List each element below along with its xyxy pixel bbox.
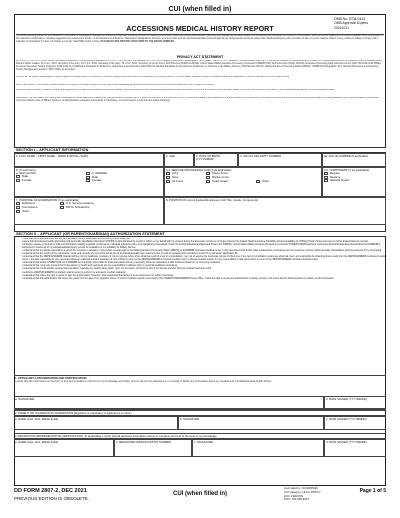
burden-caps: PLEASE DO NOT RETURN YOUR FORM TO THE ABOVE ADDRESS. [100, 41, 175, 44]
burden-statement [16, 34, 384, 47]
svc-other-label: Other: [262, 179, 270, 184]
section1-header: SECTION I – APPLICANT INFORMATION [14, 147, 386, 153]
purpose-enlistment-label: Enlistment [22, 201, 36, 206]
purpose-label: 7. PURPOSE OF EXAMINATION (X as applicable) [16, 197, 79, 202]
cui-banner-top: CUI (when filled in) [168, 6, 232, 13]
cert2-title: 2. PARENT OR GUARDIAN AUTHORIZATION (Signature is mandatory if applicant is a minor) [15, 410, 132, 415]
bullet-item: • I understand that this authorization will expire four years from the date of my signature below, or sooner if written request is received by the USMEPCOM/DoDMERB Privacy Office. I have the right to revoke this authorization in writing, except to the extent that the DoD has acted in reliance on this information. [22, 278, 388, 281]
privacy-purpose: PURPOSE: To obtain medical data for determination of medical fitness for enlistment, induction, appointment and retention for applicants for military service. The information will also be used for medical boards and separation of Service members from the Armed Forces. [16, 76, 290, 78]
sex-label: a. SEX (at birth) [16, 171, 36, 176]
page-number: Page 1 of 5 [359, 488, 386, 494]
purpose-academy-checkbox[interactable] [60, 202, 64, 205]
bullet-item: • I understand that the MEPS/DoDMERB medical staff are not my healthcare providers. If I do not receive notice of an abnormal result of a test or a consultation, I am not to assume the result was normal. Furthermore, if any test or consultation results are abnormal, then I am responsible for obtaining those results from the MEPS/DoDMERB contracted medical center. I am also responsible for any necessary follow-up evaluations and/or treatment. If I am notified to return to the MEPS/DoDMERB contracted medical center to discuss medical results, it is my responsibility to take quick action to return to the MEPS/DoDMERB contracted medical center. [22, 256, 388, 262]
comp-guard-label: National Guard [330, 178, 349, 183]
privacy-routine-uses: ROUTINE USE(S): The Routine Uses are listed in the system of records notice found at: https://www.federalregister.gov/documents/2021/04/21/2021-08286/privacy-act-of-1974-system-of-records [16, 84, 214, 86]
purpose-other-label: Other: [22, 209, 30, 214]
gender-female-checkbox[interactable] [86, 179, 90, 182]
purpose-rotc-checkbox[interactable] [60, 206, 64, 209]
cert2-name-label: a. NAME (Last, First, Middle Initial) [15, 416, 59, 421]
bullet-item: • I authorize release of medical records and information relating to grades, performance, individual education plans, and disciplinary proceedings. Under the Family Educational Rights and Privacy Act (FERPA), United States Military Entrance Processing Command (USMEPCOM)/Department of Defense Medical Examination Review Board (DoDMERB) is authorized to receive all of my educational/disciplinary records for evaluation of my suitability for Military Service. [22, 244, 388, 250]
cui-ldc: LDC: FEDCON [284, 493, 303, 498]
cert3-id-label: b. RECRUITER IDENTIFICATION NUMBER [116, 439, 172, 444]
gender-label: b. GENDER [92, 171, 108, 176]
previous-edition-note: PREVIOUS EDITION IS OBSOLETE. [14, 496, 90, 501]
sex-female-label: Female [22, 178, 32, 183]
svc-spaceforce-checkbox[interactable] [206, 172, 210, 175]
svc-army-label: Army [172, 171, 179, 176]
burden-text: The public reporting burden for this collection of information is estimated to average 10 minutes per response, including the time for reviewing instructions, searching existing data sources, gathering and maintaining the data needed, and completing and reviewing the collection of information. Send comments regarding this burden estimate or any other aspect of this collection of information, including suggestions for reducing the burden, to the Department of Defense, Washington Headquarters Services, at whs.mc-alex.esd.mbx.dd-dod-information-collections@mail.mil. Respondents should be aware that notwithstanding any other provision of law, no person shall be subject to any penalty for failing to comply with a collection of information if it does not display a currently valid OMB control number. [16, 35, 383, 44]
cui-banner-bottom: CUI (when filled in) [173, 491, 227, 497]
svc-coastguard-checkbox[interactable] [206, 180, 210, 183]
field-dodid-label: 4a. DoD ID NUMBER (If applicable) [324, 153, 369, 158]
omb-box [334, 17, 384, 30]
cert1-text: I certify that the information on this form is true and complete to the best of my knowledge and belief, and no person has advised me to conceal or falsify any information about my medical and mental/behavioral health history. [15, 380, 272, 384]
field-component [322, 167, 386, 197]
svc-airforce-checkbox[interactable] [166, 180, 170, 183]
bullet-item: • I agree that all protected health information and personally identifiable information (PHI/PII) or data disclosed by myself or others on my behalf with my consent during the accession process is no longer protected by federal Health Insurance Portability and Accountability Act (HIPAA) Privacy Rules and may be further disseminated as needed. [22, 241, 388, 244]
field-dodid[interactable] [322, 153, 386, 167]
svc-army-checkbox[interactable] [166, 172, 170, 175]
cert3-title: 3. RECRUITING REPRESENTATIVE CERTIFICATION: (If applicable) I certify that all applicant information above is complete and true to the best of my knowledge. [15, 433, 218, 438]
omb-expires: OMB Approval Expires [334, 21, 369, 26]
privacy-authority: AUTHORITY: 10 U.S.C. § 136, Under Secretary of Defense for Personnel and Readiness; 10 U.S.C. 504, Persons not qualified; 10 U.S.C. 505, Regular components: qualifications, term, grade; Title 10, U.S.C. Subtitle A, General Military Law, Part II, Personnel Chapter 31, Enlistments and Chapter 33, Original Appointments of Regular Officers in Grades Above Warrant Officer Grades; 10 U.S.C. 3013, Secretary of the Army; 10 U.S.C. 5013, Secretary of the Navy; 10 U.S.C. 8013, Secretary of the Air Force; DoD Directive (DoDD) 1145.02E, United States Military Entrance Processing Command (USMEPCOM); DoD Instruction (DoDI) 1304.02, Accession Processing Data Collection Forms; DoD 1304.12E, DoD Military Personnel Accession Testing Programs; DoDI 1304.26, Qualification Standards for Enlistment, Appointment and Induction; DoDI 6130.03, Medical Standards for Appointment, Enlistment, or Induction in the Military Services; DoD Manual 1145.02, Military Entrance Processing Station (MEPS); USMEPCOM Regulation 40-1, Medical Processing and Reporting System Management; and E.O. 9397 (SSN), as amended. [16, 60, 382, 72]
field-position[interactable] [164, 197, 386, 225]
field-ssn-label: 4. SOCIAL SECURITY NUMBER [240, 153, 282, 158]
component-label: 6.b. COMPONENT (X as applicable) [324, 167, 370, 172]
cert3-name[interactable] [14, 439, 114, 457]
cert1-title: 1. APPLICANT AUTHORIZATION AND CERTIFICATION [15, 375, 87, 380]
cert2-signature[interactable] [178, 416, 324, 430]
field-5-label: 5. (X each item) [16, 167, 36, 172]
cert2-signature-label: b. SIGNATURE [180, 416, 200, 421]
privacy-heading: PRIVACY ACT STATEMENT [176, 55, 224, 59]
sex-male-label: Male [22, 174, 29, 179]
purpose-commission-label: Commission [22, 205, 38, 210]
cui-designation-block [284, 487, 321, 502]
sex-female-checkbox[interactable] [16, 179, 20, 182]
field-purpose [14, 197, 164, 225]
svc-navy-checkbox[interactable] [166, 176, 170, 179]
cui-category: CUI Category: HLTH, PRVCY [284, 489, 321, 494]
bullet-item: • I understand that I may only consent that I have about my health and treatments are my responsibility to address with my personal healthcare provider(s). [22, 265, 388, 268]
cert3-recruiter-id[interactable] [114, 439, 192, 457]
purpose-enlistment-checkbox[interactable] [16, 202, 20, 205]
bullet-item: • I understand that a medical examination is part of the accession evaluation. I may require several visits to the Military Entrance Processing Station (MEPS), or DoDMERB contracted medical center. I may have blood work and/or other medical tests, procedures such as specimen removal, and/or specialty consultations performed as part of my processing. [22, 250, 388, 253]
bullet-item: • I understand that neither USMEPCOM nor DoDMERB are financially responsible for costs associated with any necessary follow-up evaluations and/or treatment based on my screening evaluation. [22, 262, 388, 265]
cert3-date-label: d. DATE SIGNED (YYYYMMDD) [326, 439, 367, 444]
bullet-item: • I understand that I must provide required documentation regarding my health history which, upon my accession, will become part of my Service member lifecycle medical treatment record. [22, 268, 388, 271]
comp-guard-checkbox[interactable] [324, 179, 328, 182]
position-label: 8. POSITION (If current Federal Employee) (Job Title, Grade, Component) [166, 197, 259, 202]
cert3-date[interactable] [324, 439, 386, 457]
purpose-academy-label: U.S. Service Academy [66, 201, 94, 206]
cert2-name[interactable] [14, 416, 178, 430]
bullet-item: • I understand that I have the right to refuse to sign this authorization; however I also understand that failure to do so will prevent my further processing. [22, 275, 388, 278]
svc-spaceforce-label: Space Force [212, 171, 228, 176]
svc-navy-label: Navy [172, 175, 179, 180]
cui-controlled-by: Controlled by: OUSD(P&R) [284, 486, 318, 490]
cert3-signature[interactable] [192, 439, 324, 457]
svc-airforce-label: Air Force [172, 179, 184, 184]
cui-poc: POC: 703-695-5527 [284, 497, 310, 502]
cert3-signature-label: c. SIGNATURE [194, 439, 214, 444]
cert2-date[interactable] [324, 416, 386, 430]
field-age-label: 2. AGE [166, 153, 175, 158]
cert2-date-label: c. DATE SIGNED (YYYYMMDD) [326, 416, 367, 421]
gender-female-label: Female [92, 178, 102, 183]
cert1-signature[interactable] [14, 396, 324, 410]
service-label: 6.a. SERVICE PROCESSING FOR (X as applicable) [166, 167, 232, 172]
gender-male-label: Male [92, 174, 99, 179]
bullet-item: • I understand that the results of the examination, tests, and consults are not performed as part of an individual health care treatment plan, but will be reviewed and considered as part of my accession application file. [22, 253, 388, 256]
cert3-name-label: a. NAME (Last, First, Middle Initial) [15, 439, 59, 444]
field-dob-label: 3. DATE OF BIRTH (YYYYMMDD) [196, 153, 221, 162]
svc-other-checkbox[interactable] [256, 180, 260, 183]
field-name-label: 1. LAST NAME – FIRST NAME – MIDDLE INITIAL (Suffix) [16, 153, 89, 158]
field-name[interactable] [14, 153, 164, 167]
omb-number: OMB No. 0704-0413 [334, 17, 366, 21]
privacy-warning: WARNING: The information you have given constitutes an official statement. Federal law provides severe penalties (up to 5 years confinement or $10,000 fine, or both), to anyone making a false statement. If you are selected for enlistment, commission or entrance into a commissioning program based on a false statement, you may be subject to prosecution under the Uniform Code of Military Justice or to administrative separation proceedings for discharge, and could receive a less than honorable discharge. [16, 97, 380, 103]
cert1-date[interactable] [324, 396, 386, 410]
cert1-signature-label: a. SIGNATURE [15, 396, 35, 401]
purpose-rotc-label: ROTC Scholarship [66, 205, 90, 210]
purpose-commission-checkbox[interactable] [16, 206, 20, 209]
field-age[interactable] [164, 153, 194, 167]
svc-marines-checkbox[interactable] [206, 176, 210, 179]
cert1-date-label: b. DATE SIGNED (YYYYMMDD) [326, 396, 367, 401]
field-ssn[interactable] [238, 153, 322, 167]
bullet-item: • I have read and understand the warning and penalties that are associated with providing a false statement. [22, 238, 388, 241]
field-sex-gender [14, 167, 164, 197]
svc-marines-label: Marine Corps [212, 175, 229, 180]
svc-coastguard-label: Coast Guard [212, 179, 228, 184]
section2-header: SECTION II – APPLICANT (OR PARENT/GUARDIAN) AUTHORIZATION STATEMENT [14, 231, 386, 237]
authorization-bullets [16, 238, 388, 358]
bullet-item: • I authorize a MEPS/DoDMERB contracted medical center to perform my accession medical evaluation. [22, 272, 388, 275]
form-title: ACCESSIONS MEDICAL HISTORY REPORT [126, 24, 274, 33]
field-dob[interactable] [194, 153, 238, 167]
purpose-other-checkbox[interactable] [16, 210, 20, 213]
privacy-disclosure: DISCLOSURE: Voluntary; however, failure by an applicant to provide the information may result in delay or possible rejection of the individual's application to enter the Armed Forces. For an Armed Forces member, failure to provide the information may result in the individual being placed in a non-deployable status. [16, 89, 335, 91]
omb-date: 20241031 [334, 25, 350, 30]
comp-regular-label: Regular [330, 171, 340, 176]
form-number: DD FORM 2807-2, DEC 2021 [14, 488, 87, 494]
field-service [164, 167, 322, 197]
comp-reserve-label: Reserve [330, 174, 341, 179]
